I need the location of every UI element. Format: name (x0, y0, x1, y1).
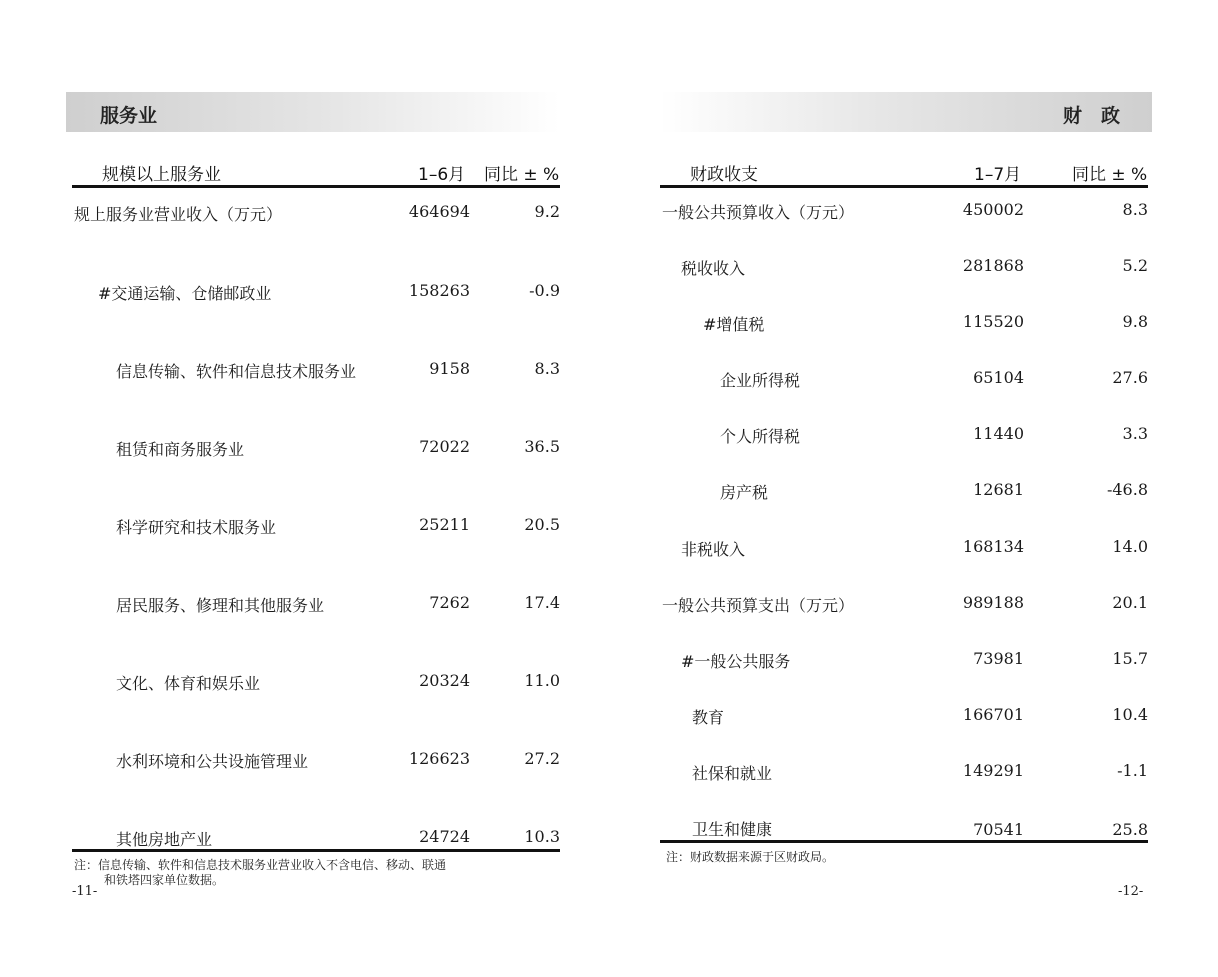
table-row-label: #增值税 (703, 315, 765, 334)
table-row-change: 10.4 (1112, 705, 1148, 724)
table-row-label: 卫生和健康 (692, 820, 773, 839)
table-row-label: 税收收入 (681, 259, 746, 278)
table-row-value: 70541 (973, 820, 1024, 839)
table-row-value: 12681 (973, 480, 1024, 499)
table-row-change: 10.3 (524, 827, 560, 846)
table-row-change: 36.5 (524, 437, 560, 456)
services-header-label: 规模以上服务业 (102, 165, 221, 185)
table-row-change: 8.3 (1122, 200, 1148, 219)
table-row-value: 24724 (419, 827, 470, 846)
table-row-label: 水利环境和公共设施管理业 (116, 752, 309, 771)
table-row-label: 教育 (692, 708, 725, 727)
table-row-label: 科学研究和技术服务业 (116, 518, 277, 537)
table-row-label: 规上服务业营业收入（万元） (74, 205, 283, 224)
table-row-value: 464694 (408, 202, 470, 221)
table-row-value: 115520 (962, 312, 1024, 331)
table-row-change: -0.9 (529, 281, 560, 300)
table-row-value: 72022 (419, 437, 470, 456)
services-title: 服务业 (100, 105, 158, 127)
table-row-value: 20324 (419, 671, 470, 690)
table-row-value: 168134 (962, 537, 1024, 556)
table-row-value: 73981 (973, 649, 1024, 668)
table-row-change: -46.8 (1106, 480, 1148, 499)
services-footnote-cont: 和铁塔四家单位数据。 (104, 873, 225, 887)
table-row-label: 个人所得税 (720, 427, 801, 446)
table-row-label: 租赁和商务服务业 (116, 440, 245, 459)
table-row-value: 11440 (973, 424, 1024, 443)
table-row-label: #一般公共服务 (681, 652, 791, 671)
table-row-value: 989188 (962, 593, 1024, 612)
table-row-value: 149291 (962, 761, 1024, 780)
table-row-change: 25.8 (1112, 820, 1148, 839)
table-row-label: 文化、体育和娱乐业 (116, 674, 261, 693)
table-row-label: 其他房地产业 (116, 830, 213, 849)
table-row-change: 20.5 (524, 515, 560, 534)
table-row-value: 65104 (973, 368, 1024, 387)
table-row-change: -1.1 (1117, 761, 1148, 780)
finance-header-change: 同比 ± % (1072, 165, 1148, 185)
table-row-change: 14.0 (1112, 537, 1148, 556)
table-row-value: 166701 (962, 705, 1024, 724)
finance-banner (660, 92, 1152, 132)
finance-header-rule (660, 185, 1148, 188)
table-row-value: 9158 (429, 359, 470, 378)
table-row-change: 17.4 (524, 593, 560, 612)
services-bottom-rule (72, 849, 560, 852)
table-row-change: 3.3 (1122, 424, 1148, 443)
table-row-label: 企业所得税 (720, 371, 801, 390)
table-row-label: 社保和就业 (692, 764, 773, 783)
table-row-label: 信息传输、软件和信息技术服务业 (116, 362, 357, 381)
page-number-right: -12- (1118, 884, 1144, 899)
table-row-change: 27.2 (524, 749, 560, 768)
table-row-label: #交通运输、仓储邮政业 (98, 284, 272, 303)
table-row-change: 15.7 (1112, 649, 1148, 668)
table-row-label: 一般公共预算收入（万元） (662, 203, 855, 222)
services-header-period: 1–6月 (418, 165, 466, 185)
finance-header-period: 1–7月 (974, 165, 1022, 185)
table-row-label: 居民服务、修理和其他服务业 (116, 596, 325, 615)
table-row-change: 8.3 (534, 359, 560, 378)
finance-header-label: 财政收支 (690, 165, 758, 185)
finance-bottom-rule (660, 840, 1148, 843)
table-row-value: 25211 (419, 515, 470, 534)
finance-title: 财 政 (1062, 105, 1120, 127)
table-row-change: 11.0 (524, 671, 560, 690)
table-row-label: 房产税 (720, 483, 769, 502)
table-row-change: 5.2 (1122, 256, 1148, 275)
table-row-value: 158263 (408, 281, 470, 300)
page-number-left: -11- (72, 884, 98, 899)
table-row-change: 27.6 (1112, 368, 1148, 387)
table-row-label: 非税收入 (681, 540, 746, 559)
table-row-value: 7262 (429, 593, 470, 612)
services-header-change: 同比 ± % (484, 165, 560, 185)
table-row-change: 9.8 (1122, 312, 1148, 331)
table-row-value: 450002 (962, 200, 1024, 219)
table-row-change: 20.1 (1112, 593, 1148, 612)
table-row-value: 126623 (408, 749, 470, 768)
services-footnote: 注：信息传输、软件和信息技术服务业营业收入不含电信、移动、联通 (74, 858, 447, 872)
services-header-rule (72, 185, 560, 188)
table-row-label: 一般公共预算支出（万元） (662, 596, 855, 615)
finance-footnote: 注：财政数据来源于区财政局。 (666, 850, 835, 864)
table-row-change: 9.2 (534, 202, 560, 221)
table-row-value: 281868 (962, 256, 1024, 275)
services-banner (66, 92, 560, 132)
